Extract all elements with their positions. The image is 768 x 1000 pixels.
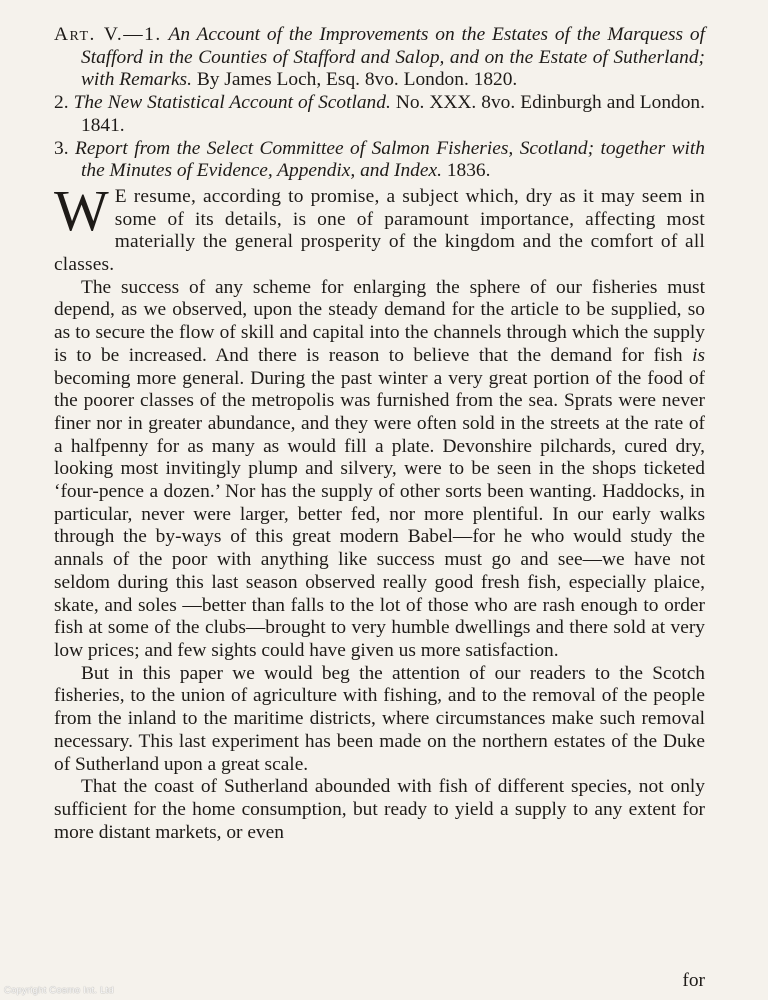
copyright-watermark: Copyright Cosmo Int. Ltd	[4, 985, 114, 996]
paragraph-2	[54, 277, 705, 663]
reference-details-3: 1836.	[446, 160, 491, 182]
reference-title-1: An Account of the Improvements on the Estates of the Marquess of Stafford in the Counties of Stafford and Salop, and on the Estate of Sutherland; with Remarks.	[81, 24, 705, 91]
paragraph-1	[54, 177, 705, 277]
article-label: Art. V.—1.	[54, 24, 162, 45]
reference-title-3: Report from the Select Committee of Salmon Fisheries, Scotland; together with the Minutes of Evidence, Appendix, and Index.	[75, 137, 705, 182]
reference-details-2: No. XXX. 8vo. Edinburgh and London. 1841.	[81, 92, 705, 136]
paragraph-2-emphasis: is	[692, 344, 705, 366]
reference-number-2: 2.	[54, 92, 69, 114]
paragraph-4: That the coast of Sutherland abounded with fish of different species, not only sufficient for the home consumption, but ready to yield a supply to any extent for more distant markets, or even	[54, 776, 705, 843]
reference-title-2: The New Statistical Account of Scotland.	[73, 92, 391, 114]
paragraph-3: But in this paper we would beg the attention of our readers to the Scotch fisheries, to the union of agriculture with fishing, and to the removal of the people from the inland to the maritime districts, where circumstances make such removal necessary. This last experiment has been made on the northern estates of the Duke of Sutherland upon a great scale.	[54, 662, 705, 775]
paragraph-1-text: E resume, according to promise, a subject which, dry as it may seem in some of its details, is one of paramount importance, affecting most materially the general prosperity of the kingdom and the comfort of all classes.	[54, 185, 705, 276]
catchword: for	[682, 970, 705, 991]
reference-entry-3	[54, 138, 705, 183]
article-text	[54, 24, 705, 844]
paragraph-2-text-b: becoming more general. During the past winter a very great portion of the food of the poorer classes of the metropolis was furnished from the sea. Sprats were never finer nor in greater abundance, and they were often sold in the streets at the rate of a halfpenny for as many as would fill a plate. Devonshire pilchards, cured dry, looking most invitingly plump and silvery, were to be seen in the shops ticketed ‘four-pence a dozen.’ Nor has the supply of other sorts been wanting. Haddocks, in particular, never were larger, better fed, nor more plentiful. In our early walks through the by-ways of this great modern Babel—for he who would study the annals of the poor with anything like success must go and see—we have not seldom during this last season observed really good fresh fish, especially plaice, skate, and soles —better than falls to the lot of those who are rash enough to order fish at some of the clubs—brought to very humble dwellings and there sold at very low prices; and few sights could have given us more satisfaction.	[54, 367, 705, 661]
reference-entry-2	[54, 92, 705, 137]
paragraph-2-text-a: The success of any scheme for enlarging the sphere of our fisheries must depend, as we observed, upon the steady demand for the article to be supplied, so as to secure the flow of skill and capital into the channels through which the supply is to be increased. And there is reason to believe that the demand for fish	[54, 276, 705, 366]
reference-entry-1	[54, 24, 705, 92]
reference-details-1: By James Loch, Esq. 8vo. London. 1820.	[196, 69, 518, 91]
reference-number-3: 3.	[54, 137, 69, 159]
drop-cap: W	[54, 177, 109, 243]
